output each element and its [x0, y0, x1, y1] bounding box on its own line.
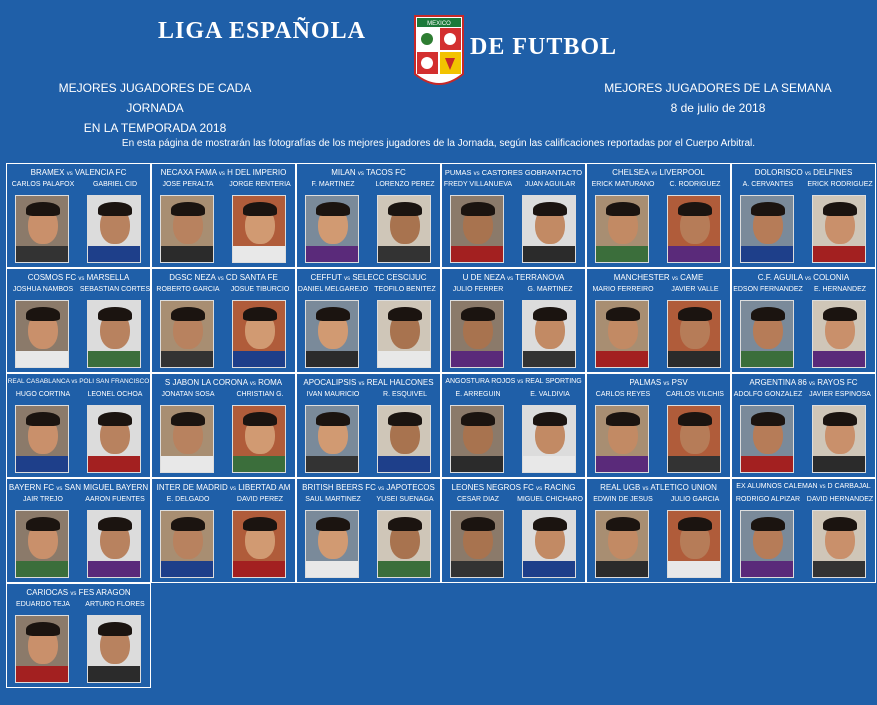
player-name-left: JONATAN SOSA — [161, 391, 215, 398]
player-name-left: JULIO FERRER — [452, 286, 504, 293]
match-card — [6, 373, 151, 478]
player-photo[interactable] — [450, 405, 504, 473]
match-card — [6, 478, 151, 583]
away-team: POLI SAN FRANCISCO — [79, 378, 150, 385]
match-title — [442, 273, 585, 282]
season-subtitle — [30, 78, 280, 138]
player-photo[interactable] — [740, 195, 794, 263]
player-photo[interactable] — [522, 195, 576, 263]
vs-label: vs — [804, 171, 811, 177]
player-photo[interactable] — [595, 195, 649, 263]
player-photo[interactable] — [740, 300, 794, 368]
player-name-left: ADOLFO GONZALEZ — [733, 391, 803, 398]
svg-text:MEXICO: MEXICO — [427, 21, 451, 27]
away-team: MARSELLA — [86, 273, 130, 282]
home-team: LEONES NEGROS FC — [451, 483, 534, 492]
away-team: H DEL IMPERIO — [227, 168, 287, 177]
vs-label: vs — [78, 276, 85, 282]
player-photo[interactable] — [812, 510, 866, 578]
player-name-right: E. HERNANDEZ — [813, 286, 867, 293]
player-photo[interactable] — [305, 300, 359, 368]
home-team: REAL UGB — [600, 483, 641, 492]
intro-text: En esta página de mostrarán las fotografías de los mejores jugadores de la Jornada, según las calificaciones reportadas por el Cuerpo Arbitral. — [121, 138, 756, 149]
player-name-right: DAVID PEREZ — [236, 496, 284, 503]
player-name-left: ROBERTO GARCIA — [156, 286, 220, 293]
player-name-left: E. DELGADO — [166, 496, 210, 503]
match-title — [7, 483, 150, 492]
home-team: CEFFUT — [310, 273, 342, 282]
match-card — [151, 163, 296, 268]
player-photo[interactable] — [740, 405, 794, 473]
match-title — [442, 168, 585, 177]
player-name-right: JAVIER ESPINOSA — [809, 391, 871, 398]
home-team: COSMOS FC — [27, 273, 77, 282]
player-name-right: ERICK RODRIGUEZ — [807, 181, 873, 188]
match-title — [732, 483, 875, 490]
player-photo[interactable] — [232, 405, 286, 473]
match-title — [732, 168, 875, 177]
home-team: REAL CASABLANCA — [7, 378, 70, 385]
vs-label: vs — [358, 381, 365, 387]
player-name-right: LORENZO PEREZ — [375, 181, 435, 188]
match-card — [441, 268, 586, 373]
player-photo[interactable] — [377, 510, 431, 578]
player-name-left: RODRIGO ALPIZAR — [735, 496, 801, 503]
player-photo[interactable] — [377, 195, 431, 263]
match-title — [587, 273, 730, 282]
home-team: MANCHESTER — [613, 273, 670, 282]
home-team: ARGENTINA 86 — [749, 378, 807, 387]
away-team: COLONIA — [813, 273, 850, 282]
match-card — [151, 268, 296, 373]
player-name-left: JOSHUA NAMBOS — [12, 286, 74, 293]
match-title — [7, 588, 150, 597]
away-team: CASTORES GOBRANTACTO — [481, 168, 583, 177]
player-name-left: ERICK MATURANO — [591, 181, 655, 188]
player-photo[interactable] — [667, 510, 721, 578]
match-card — [6, 268, 151, 373]
player-photo[interactable] — [450, 300, 504, 368]
player-name-right: TEOFILO BENITEZ — [374, 286, 436, 293]
home-team: DOLORISCO — [754, 168, 803, 177]
match-title — [152, 483, 295, 492]
match-title — [732, 378, 875, 387]
home-team: INTER DE MADRID — [156, 483, 228, 492]
away-team: CD SANTA FE — [225, 273, 278, 282]
match-title — [732, 273, 875, 282]
away-team: SELECC CESCIJUC — [352, 273, 427, 282]
player-photo[interactable] — [595, 510, 649, 578]
match-title — [297, 483, 440, 492]
home-team: PUMAS — [444, 168, 472, 177]
player-photo[interactable] — [15, 300, 69, 368]
player-name-left: A. CERVANTES — [742, 181, 794, 188]
player-photo[interactable] — [160, 300, 214, 368]
match-card — [586, 373, 731, 478]
home-team: NECAXA FAMA — [160, 168, 217, 177]
player-photo[interactable] — [595, 405, 649, 473]
match-title — [152, 168, 295, 177]
vs-label: vs — [507, 276, 514, 282]
home-team: C.F. AGUILA — [757, 273, 803, 282]
page-title-right: DE FUTBOL — [470, 34, 618, 60]
match-card — [296, 163, 441, 268]
match-card — [586, 163, 731, 268]
player-name-right: AARON FUENTES — [85, 496, 145, 503]
player-name-left: FREDY VILLANUEVA — [443, 181, 513, 188]
player-name-right: MIGUEL CHICHARO — [517, 496, 583, 503]
player-name-right: R. ESQUIVEL — [383, 391, 427, 398]
player-photo[interactable] — [667, 405, 721, 473]
match-title — [297, 378, 440, 387]
player-photo[interactable] — [812, 405, 866, 473]
away-team: RAYOS FC — [817, 378, 858, 387]
match-card — [586, 268, 731, 373]
match-title — [297, 273, 440, 282]
vs-label: vs — [71, 379, 78, 385]
away-team: SAN MIGUEL BAYERN — [64, 483, 149, 492]
match-card — [731, 373, 876, 478]
match-title — [7, 378, 150, 385]
player-photo[interactable] — [522, 300, 576, 368]
league-crest-logo — [413, 14, 465, 90]
season-subtitle-line2: EN LA TEMPORADA 2018 — [83, 121, 227, 135]
player-name-left: E. ARREGUIN — [455, 391, 501, 398]
season-subtitle-line1: MEJORES JUGADORES DE CADA JORNADA — [58, 81, 252, 115]
home-team: CARIOCAS — [26, 588, 69, 597]
match-title — [442, 378, 585, 385]
player-photo[interactable] — [160, 405, 214, 473]
player-name-left: CARLOS PALAFOX — [11, 181, 75, 188]
match-title — [587, 378, 730, 387]
home-team: EX ALUMNOS CALEMAN — [736, 483, 818, 490]
player-photo[interactable] — [15, 405, 69, 473]
match-card — [731, 268, 876, 373]
home-team: MILAN — [331, 168, 356, 177]
vs-label: vs — [651, 171, 658, 177]
player-name-right: JORGE RENTERIA — [229, 181, 291, 188]
vs-label: vs — [663, 381, 670, 387]
vs-label: vs — [804, 276, 811, 282]
player-name-right: LEONEL OCHOA — [87, 391, 143, 398]
match-card — [731, 478, 876, 583]
player-photo[interactable] — [15, 615, 69, 683]
player-photo[interactable] — [232, 195, 286, 263]
match-title — [152, 378, 295, 387]
player-name-right: JAVIER VALLE — [671, 286, 719, 293]
player-photo[interactable] — [87, 615, 141, 683]
week-subtitle — [592, 78, 844, 118]
match-card — [296, 268, 441, 373]
away-team: DELFINES — [813, 168, 853, 177]
player-photo[interactable] — [740, 510, 794, 578]
player-photo[interactable] — [87, 300, 141, 368]
match-card — [296, 478, 441, 583]
player-photo[interactable] — [160, 510, 214, 578]
player-photo[interactable] — [812, 300, 866, 368]
vs-label: vs — [229, 486, 236, 492]
away-team: REAL HALCONES — [366, 378, 434, 387]
match-card — [151, 478, 296, 583]
player-photo[interactable] — [812, 195, 866, 263]
match-title — [7, 168, 150, 177]
player-photo[interactable] — [522, 510, 576, 578]
vs-label: vs — [344, 276, 351, 282]
player-name-left: EDWIN DE JESUS — [593, 496, 653, 503]
player-photo[interactable] — [450, 195, 504, 263]
vs-label: vs — [671, 276, 678, 282]
vs-label: vs — [218, 171, 225, 177]
player-photo[interactable] — [667, 195, 721, 263]
vs-label: vs — [378, 486, 385, 492]
home-team: BAYERN FC — [8, 483, 55, 492]
page-title-left: LIGA ESPAÑOLA — [158, 18, 366, 44]
match-card — [441, 373, 586, 478]
home-team: DGSC NEZA — [169, 273, 216, 282]
away-team: RACING — [544, 483, 576, 492]
match-title — [7, 273, 150, 282]
vs-label: vs — [357, 171, 364, 177]
player-photo[interactable] — [232, 300, 286, 368]
player-name-right: C. RODRIGUEZ — [669, 181, 721, 188]
player-name-right: ARTURO FLORES — [85, 601, 145, 608]
player-photo[interactable] — [377, 405, 431, 473]
player-name-left: EDUARDO TEJA — [16, 601, 70, 608]
away-team: TERRANOVA — [515, 273, 565, 282]
home-team: CHELSEA — [612, 168, 650, 177]
player-name-right: SEBASTIAN CORTES — [79, 286, 151, 293]
player-name-left: EDSON FERNANDEZ — [733, 286, 803, 293]
home-team: ANGOSTURA ROJOS — [445, 378, 516, 385]
player-photo[interactable] — [377, 300, 431, 368]
player-photo[interactable] — [305, 510, 359, 578]
home-team: BRITISH BEERS FC — [302, 483, 376, 492]
player-photo[interactable] — [15, 195, 69, 263]
player-name-right: DAVID HERNANDEZ — [806, 496, 874, 503]
player-name-right: CARLOS VILCHIS — [666, 391, 724, 398]
home-team: U DE NEZA — [462, 273, 505, 282]
away-team: JAPOTECOS — [386, 483, 435, 492]
vs-label: vs — [819, 484, 826, 490]
player-photo[interactable] — [305, 405, 359, 473]
home-team: S JABON LA CORONA — [164, 378, 248, 387]
player-name-right: E. VALDIVIA — [530, 391, 570, 398]
match-title — [587, 168, 730, 177]
match-card — [441, 478, 586, 583]
player-photo[interactable] — [232, 510, 286, 578]
player-name-left: JAIR TREJO — [23, 496, 63, 503]
away-team: ROMA — [258, 378, 283, 387]
away-team: CAME — [680, 273, 704, 282]
player-name-left: MARIO FERREIRO — [592, 286, 654, 293]
week-subtitle-line1: MEJORES JUGADORES DE LA SEMANA — [604, 81, 832, 95]
player-name-left: DANIEL MELGAREJO — [297, 286, 369, 293]
player-photo[interactable] — [305, 195, 359, 263]
player-name-left: CARLOS REYES — [595, 391, 651, 398]
vs-label: vs — [517, 379, 524, 385]
player-name-right: JUAN AGUILAR — [524, 181, 576, 188]
player-name-right: YUSEI SUENAGA — [376, 496, 434, 503]
away-team: VALENCIA FC — [74, 168, 127, 177]
player-name-left: HUGO CORTINA — [15, 391, 71, 398]
player-name-left: CESAR DIAZ — [456, 496, 499, 503]
away-team: LIVERPOOL — [659, 168, 705, 177]
away-team: FES ARAGON — [78, 588, 131, 597]
vs-label: vs — [642, 486, 649, 492]
player-name-left: IVAN MAURICIO — [306, 391, 360, 398]
away-team: PSV — [671, 378, 688, 387]
match-card — [586, 478, 731, 583]
match-title — [442, 483, 585, 492]
player-name-left: F. MARTINEZ — [311, 181, 355, 188]
match-card — [441, 163, 586, 268]
player-photo[interactable] — [522, 405, 576, 473]
home-team: APOCALIPSIS — [303, 378, 357, 387]
match-title — [152, 273, 295, 282]
vs-label: vs — [217, 276, 224, 282]
player-photo[interactable] — [667, 300, 721, 368]
week-date: 8 de julio de 2018 — [670, 101, 766, 115]
away-team: ATLETICO UNION — [650, 483, 717, 492]
vs-label: vs — [56, 486, 63, 492]
home-team: PALMAS — [629, 378, 662, 387]
player-name-left: JOSE PERALTA — [162, 181, 214, 188]
match-title — [587, 483, 730, 492]
vs-label: vs — [536, 486, 543, 492]
player-name-right: G. MARTINEZ — [527, 286, 573, 293]
player-photo[interactable] — [595, 300, 649, 368]
match-title — [297, 168, 440, 177]
player-photo[interactable] — [450, 510, 504, 578]
away-team: LIBERTAD AM — [238, 483, 291, 492]
player-name-left: SAUL MARTINEZ — [305, 496, 361, 503]
vs-label: vs — [66, 171, 73, 177]
match-card — [6, 583, 151, 688]
player-photo[interactable] — [15, 510, 69, 578]
player-photo[interactable] — [160, 195, 214, 263]
vs-label: vs — [70, 591, 77, 597]
vs-label: vs — [809, 381, 816, 387]
player-name-right: JOSUE TIBURCIO — [230, 286, 290, 293]
match-card — [151, 373, 296, 478]
match-card — [731, 163, 876, 268]
player-photo[interactable] — [87, 405, 141, 473]
vs-label: vs — [249, 381, 256, 387]
home-team: BRAMEX — [30, 168, 65, 177]
away-team: TACOS FC — [365, 168, 406, 177]
player-name-right: CHRISTIAN G. — [236, 391, 284, 398]
player-photo[interactable] — [87, 510, 141, 578]
match-card — [6, 163, 151, 268]
away-team: REAL SPORTING — [525, 378, 582, 385]
away-team: D CARBAJAL — [827, 483, 871, 490]
player-photo[interactable] — [87, 195, 141, 263]
players-grid — [6, 163, 875, 687]
vs-label: vs — [473, 171, 480, 177]
player-name-right: JULIO GARCIA — [670, 496, 720, 503]
match-card — [296, 373, 441, 478]
player-name-right: GABRIEL CID — [92, 181, 138, 188]
